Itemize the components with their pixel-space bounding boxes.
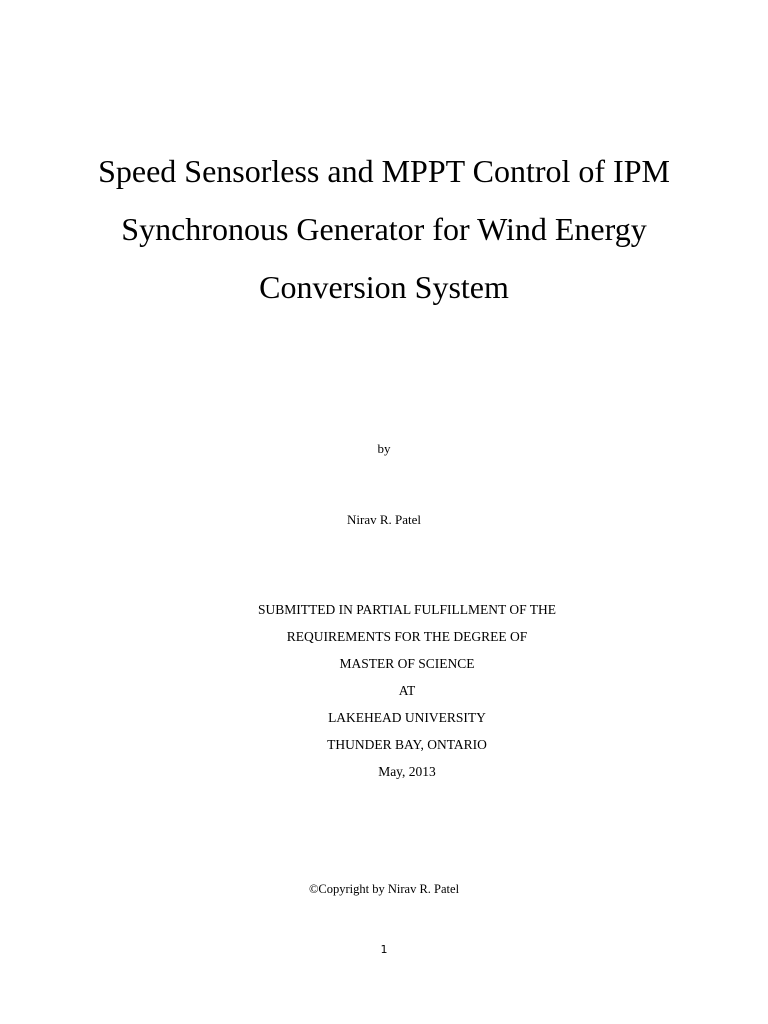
submission-date: May, 2013 bbox=[378, 764, 436, 779]
author-name: Nirav R. Patel bbox=[346, 512, 421, 527]
by-label: by bbox=[377, 441, 391, 456]
page-number: 1 bbox=[380, 943, 388, 956]
submission-line: AT bbox=[398, 683, 416, 698]
submission-line: REQUIREMENTS FOR THE DEGREE OF bbox=[286, 629, 528, 644]
degree-name: MASTER OF SCIENCE bbox=[339, 656, 475, 671]
thesis-title-line-1: Speed Sensorless and MPPT Control of IPM bbox=[98, 153, 670, 189]
submission-line: SUBMITTED IN PARTIAL FULFILLMENT OF THE bbox=[257, 602, 557, 617]
university-name: LAKEHEAD UNIVERSITY bbox=[328, 710, 486, 725]
university-location: THUNDER BAY, ONTARIO bbox=[327, 737, 487, 752]
thesis-title-line-2: Synchronous Generator for Wind Energy bbox=[121, 211, 647, 247]
copyright-notice: ©Copyright by Nirav R. Patel bbox=[308, 882, 460, 896]
thesis-title-line-3: Conversion System bbox=[259, 269, 509, 305]
